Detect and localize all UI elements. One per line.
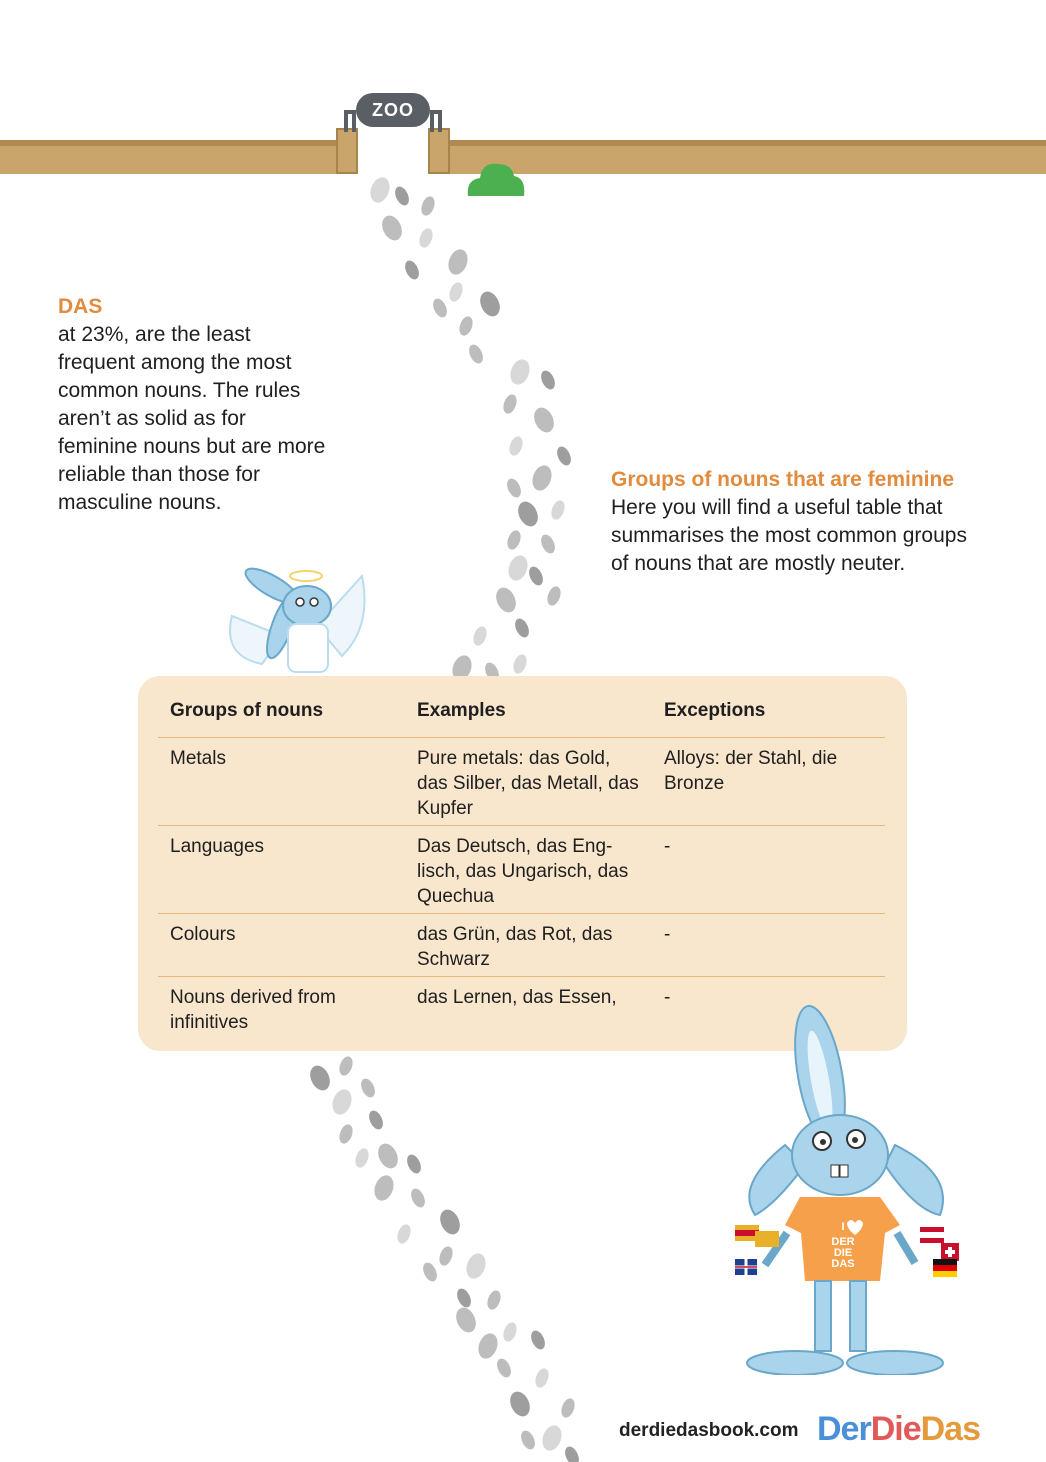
footprint xyxy=(485,1289,503,1312)
brand-logo xyxy=(817,1410,980,1449)
footprint xyxy=(392,184,411,207)
shirt-text-i: I xyxy=(841,1221,845,1233)
footprint xyxy=(337,1055,355,1078)
footprint xyxy=(378,212,405,243)
footprint xyxy=(538,532,557,555)
cell-group: Languages xyxy=(158,826,405,914)
cell-examples: das Lernen, das Essen, xyxy=(417,987,617,1008)
footprint xyxy=(512,616,531,639)
footprint xyxy=(454,1286,473,1309)
shirt-text-die: DIE xyxy=(833,1247,853,1259)
header-exceptions: Exceptions xyxy=(652,694,885,738)
groups-description: Here you will find a useful table that summarises the most common groups of nouns that are mostly neuter. xyxy=(611,496,967,575)
table-row xyxy=(158,738,885,826)
footprint xyxy=(463,1251,489,1282)
footprint xyxy=(466,342,485,365)
footprint xyxy=(358,1076,377,1099)
footprint xyxy=(554,444,573,467)
cell-examples: Das Deutsch, das Eng-lisch, das Ungarisch, das Quechua xyxy=(405,826,652,914)
zoo-sign: ZOO xyxy=(356,93,430,127)
table-row xyxy=(158,826,885,914)
footprint xyxy=(445,247,471,278)
cell-exceptions: - xyxy=(664,987,671,1008)
header-groups: Groups of nouns xyxy=(158,694,405,738)
footprint xyxy=(306,1062,333,1093)
footprint xyxy=(505,529,523,552)
cell-examples: das Grün, das Rot, das Schwarz xyxy=(405,914,652,977)
footprint xyxy=(417,227,435,250)
footprint xyxy=(494,1356,513,1379)
footprint xyxy=(504,476,523,499)
angel-bunny-illustration xyxy=(222,546,372,676)
cell-group: Metals xyxy=(158,738,405,826)
footprint xyxy=(447,281,465,304)
footprint xyxy=(538,368,557,391)
groups-section xyxy=(611,466,981,578)
footprint xyxy=(395,1223,413,1246)
footprint xyxy=(530,404,557,435)
footprint xyxy=(559,1397,577,1420)
footprint xyxy=(430,296,449,319)
footprint xyxy=(529,463,555,494)
footprint xyxy=(419,195,437,218)
footprint xyxy=(371,1173,397,1204)
brand-das: Das xyxy=(920,1410,980,1448)
footprint xyxy=(475,1331,501,1362)
cell-examples: Pure metals: das Gold, das Silber, das Metall, das Kupfer xyxy=(405,738,652,826)
cell-exceptions: - xyxy=(652,914,885,977)
footprint xyxy=(437,1245,455,1268)
noun-groups-table xyxy=(158,694,885,1039)
shirt-text-das: DAS xyxy=(831,1258,855,1270)
footer-website-link[interactable]: derdiedasbook.com xyxy=(619,1420,799,1441)
footprint xyxy=(514,498,541,529)
footprint xyxy=(366,1108,385,1131)
footprint xyxy=(492,584,519,615)
footprint xyxy=(476,288,503,319)
footprint xyxy=(471,625,489,648)
footprint xyxy=(457,315,475,338)
footprint xyxy=(420,1260,439,1283)
table-row xyxy=(158,914,885,977)
noun-groups-table-card xyxy=(138,676,907,1051)
das-section xyxy=(58,293,328,517)
table-header-row xyxy=(158,694,885,738)
footprint xyxy=(353,1147,371,1170)
footprint xyxy=(402,258,421,281)
groups-heading: Groups of nouns that are feminine xyxy=(611,468,955,491)
footprint xyxy=(506,1388,533,1419)
footprint xyxy=(501,1321,519,1344)
das-description: at 23%, are the least frequent among the most common nouns. The rules aren’t as solid as for feminine nouns but are more reliable than those for masculine nouns. xyxy=(58,323,326,514)
footprint xyxy=(367,175,393,206)
footprint xyxy=(337,1123,355,1146)
header-examples: Examples xyxy=(405,694,652,738)
footprint xyxy=(374,1140,401,1171)
footprint xyxy=(329,1087,355,1118)
footprint xyxy=(505,553,531,584)
footprint xyxy=(545,585,563,608)
brand-die: Die xyxy=(870,1410,921,1448)
footprint xyxy=(507,435,525,458)
cell-exceptions: Alloys: der Stahl, die Bronze xyxy=(652,738,885,826)
footprint xyxy=(501,393,519,416)
flags-right-icon xyxy=(920,1227,959,1277)
footprint xyxy=(562,1444,581,1462)
cell-exceptions: - xyxy=(652,826,885,914)
mascot-bunny-illustration xyxy=(725,1005,970,1375)
cell-group: Nouns derived from infinitives xyxy=(170,987,336,1033)
footprint xyxy=(408,1186,427,1209)
footprint xyxy=(436,1206,463,1237)
footprint xyxy=(507,357,533,388)
footprint xyxy=(518,1428,537,1451)
footprint xyxy=(533,1367,551,1390)
footprint xyxy=(526,564,545,587)
footprint xyxy=(539,1423,565,1454)
footprint xyxy=(549,499,567,522)
footprint xyxy=(404,1152,423,1175)
das-heading: DAS xyxy=(58,295,103,318)
brand-der: Der xyxy=(817,1410,871,1448)
shirt-text-der: DER xyxy=(831,1236,855,1248)
footprint xyxy=(528,1328,547,1351)
footprint xyxy=(452,1304,479,1335)
footprint xyxy=(511,653,529,676)
cell-group: Colours xyxy=(158,914,405,977)
